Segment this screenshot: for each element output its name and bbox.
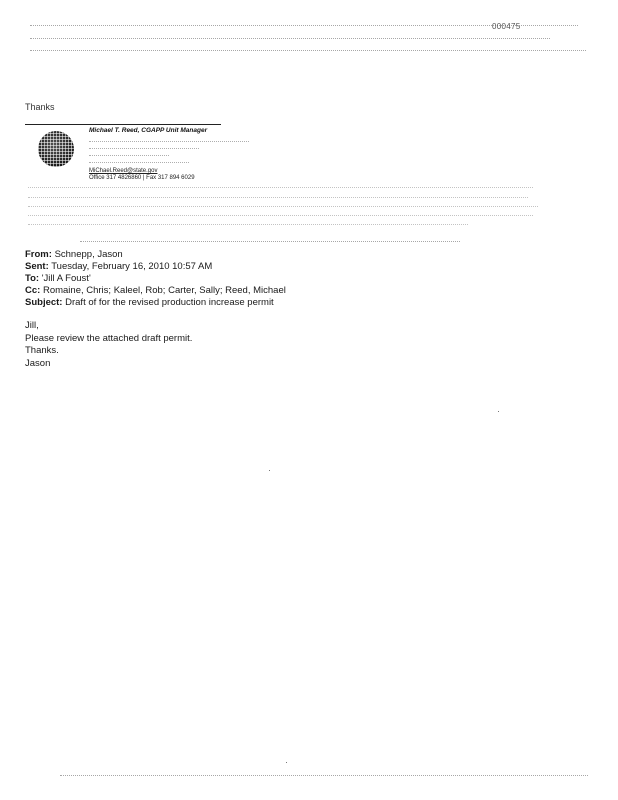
disclaimer-faint-line: [28, 187, 533, 188]
body-greeting: Jill,: [25, 320, 39, 331]
body-line: Please review the attached draft permit.: [25, 332, 193, 344]
signature-phone: Office 317 4826860 | Fax 317 894 6029: [89, 175, 195, 181]
sent-label: Sent:: [25, 261, 49, 272]
signature-divider: [25, 124, 221, 125]
subject-value: Draft of for the revised production increase permit: [65, 297, 274, 308]
signature-name-title: Michael T. Reed, CGAPP Unit Manager: [89, 127, 208, 134]
disclaimer-faint-line: [28, 224, 468, 225]
signature-faint-line: [89, 155, 169, 156]
signature-faint-line: [89, 162, 189, 163]
sent-row: [25, 261, 286, 273]
email-body: [25, 320, 192, 370]
signature-block: [89, 127, 249, 182]
disclaimer-faint-line: [28, 206, 538, 207]
signature-faint-line: [89, 148, 199, 149]
faint-text-line: [30, 38, 550, 39]
from-label: From:: [25, 249, 52, 260]
cc-value: Romaine, Chris; Kaleel, Rob; Carter, Sally; Reed, Michael: [42, 285, 286, 296]
footer-faint-line: [60, 775, 588, 776]
thanks-line: Thanks: [25, 102, 55, 112]
agency-seal-icon: [38, 131, 74, 167]
body-signoff: Jason: [25, 357, 51, 369]
disclaimer-faint-line: [28, 215, 533, 216]
to-label: To:: [25, 273, 40, 284]
cc-row: [25, 285, 286, 297]
scan-speck: [286, 762, 287, 763]
body-line: Thanks.: [25, 345, 59, 356]
to-value: 'Jill A Foust': [41, 273, 91, 284]
signature-email-link[interactable]: MiChael.Reed@state.gov: [89, 168, 158, 174]
email-header: [25, 249, 286, 309]
sent-value: Tuesday, February 16, 2010 10:57 AM: [51, 261, 213, 272]
scan-speck: [498, 411, 499, 412]
disclaimer-faint-line: [28, 197, 528, 198]
from-row: [25, 249, 286, 261]
faint-text-line: [30, 50, 586, 51]
from-value: Schnepp, Jason: [54, 249, 123, 260]
signature-faint-line: [89, 141, 249, 142]
to-row: [25, 273, 286, 285]
subject-label: Subject:: [25, 297, 63, 308]
separator-faint-line: [80, 241, 460, 242]
page-stamp-number: 000475: [492, 22, 521, 31]
subject-row: [25, 297, 286, 309]
scan-speck: [269, 470, 270, 471]
cc-label: Cc:: [25, 285, 41, 296]
